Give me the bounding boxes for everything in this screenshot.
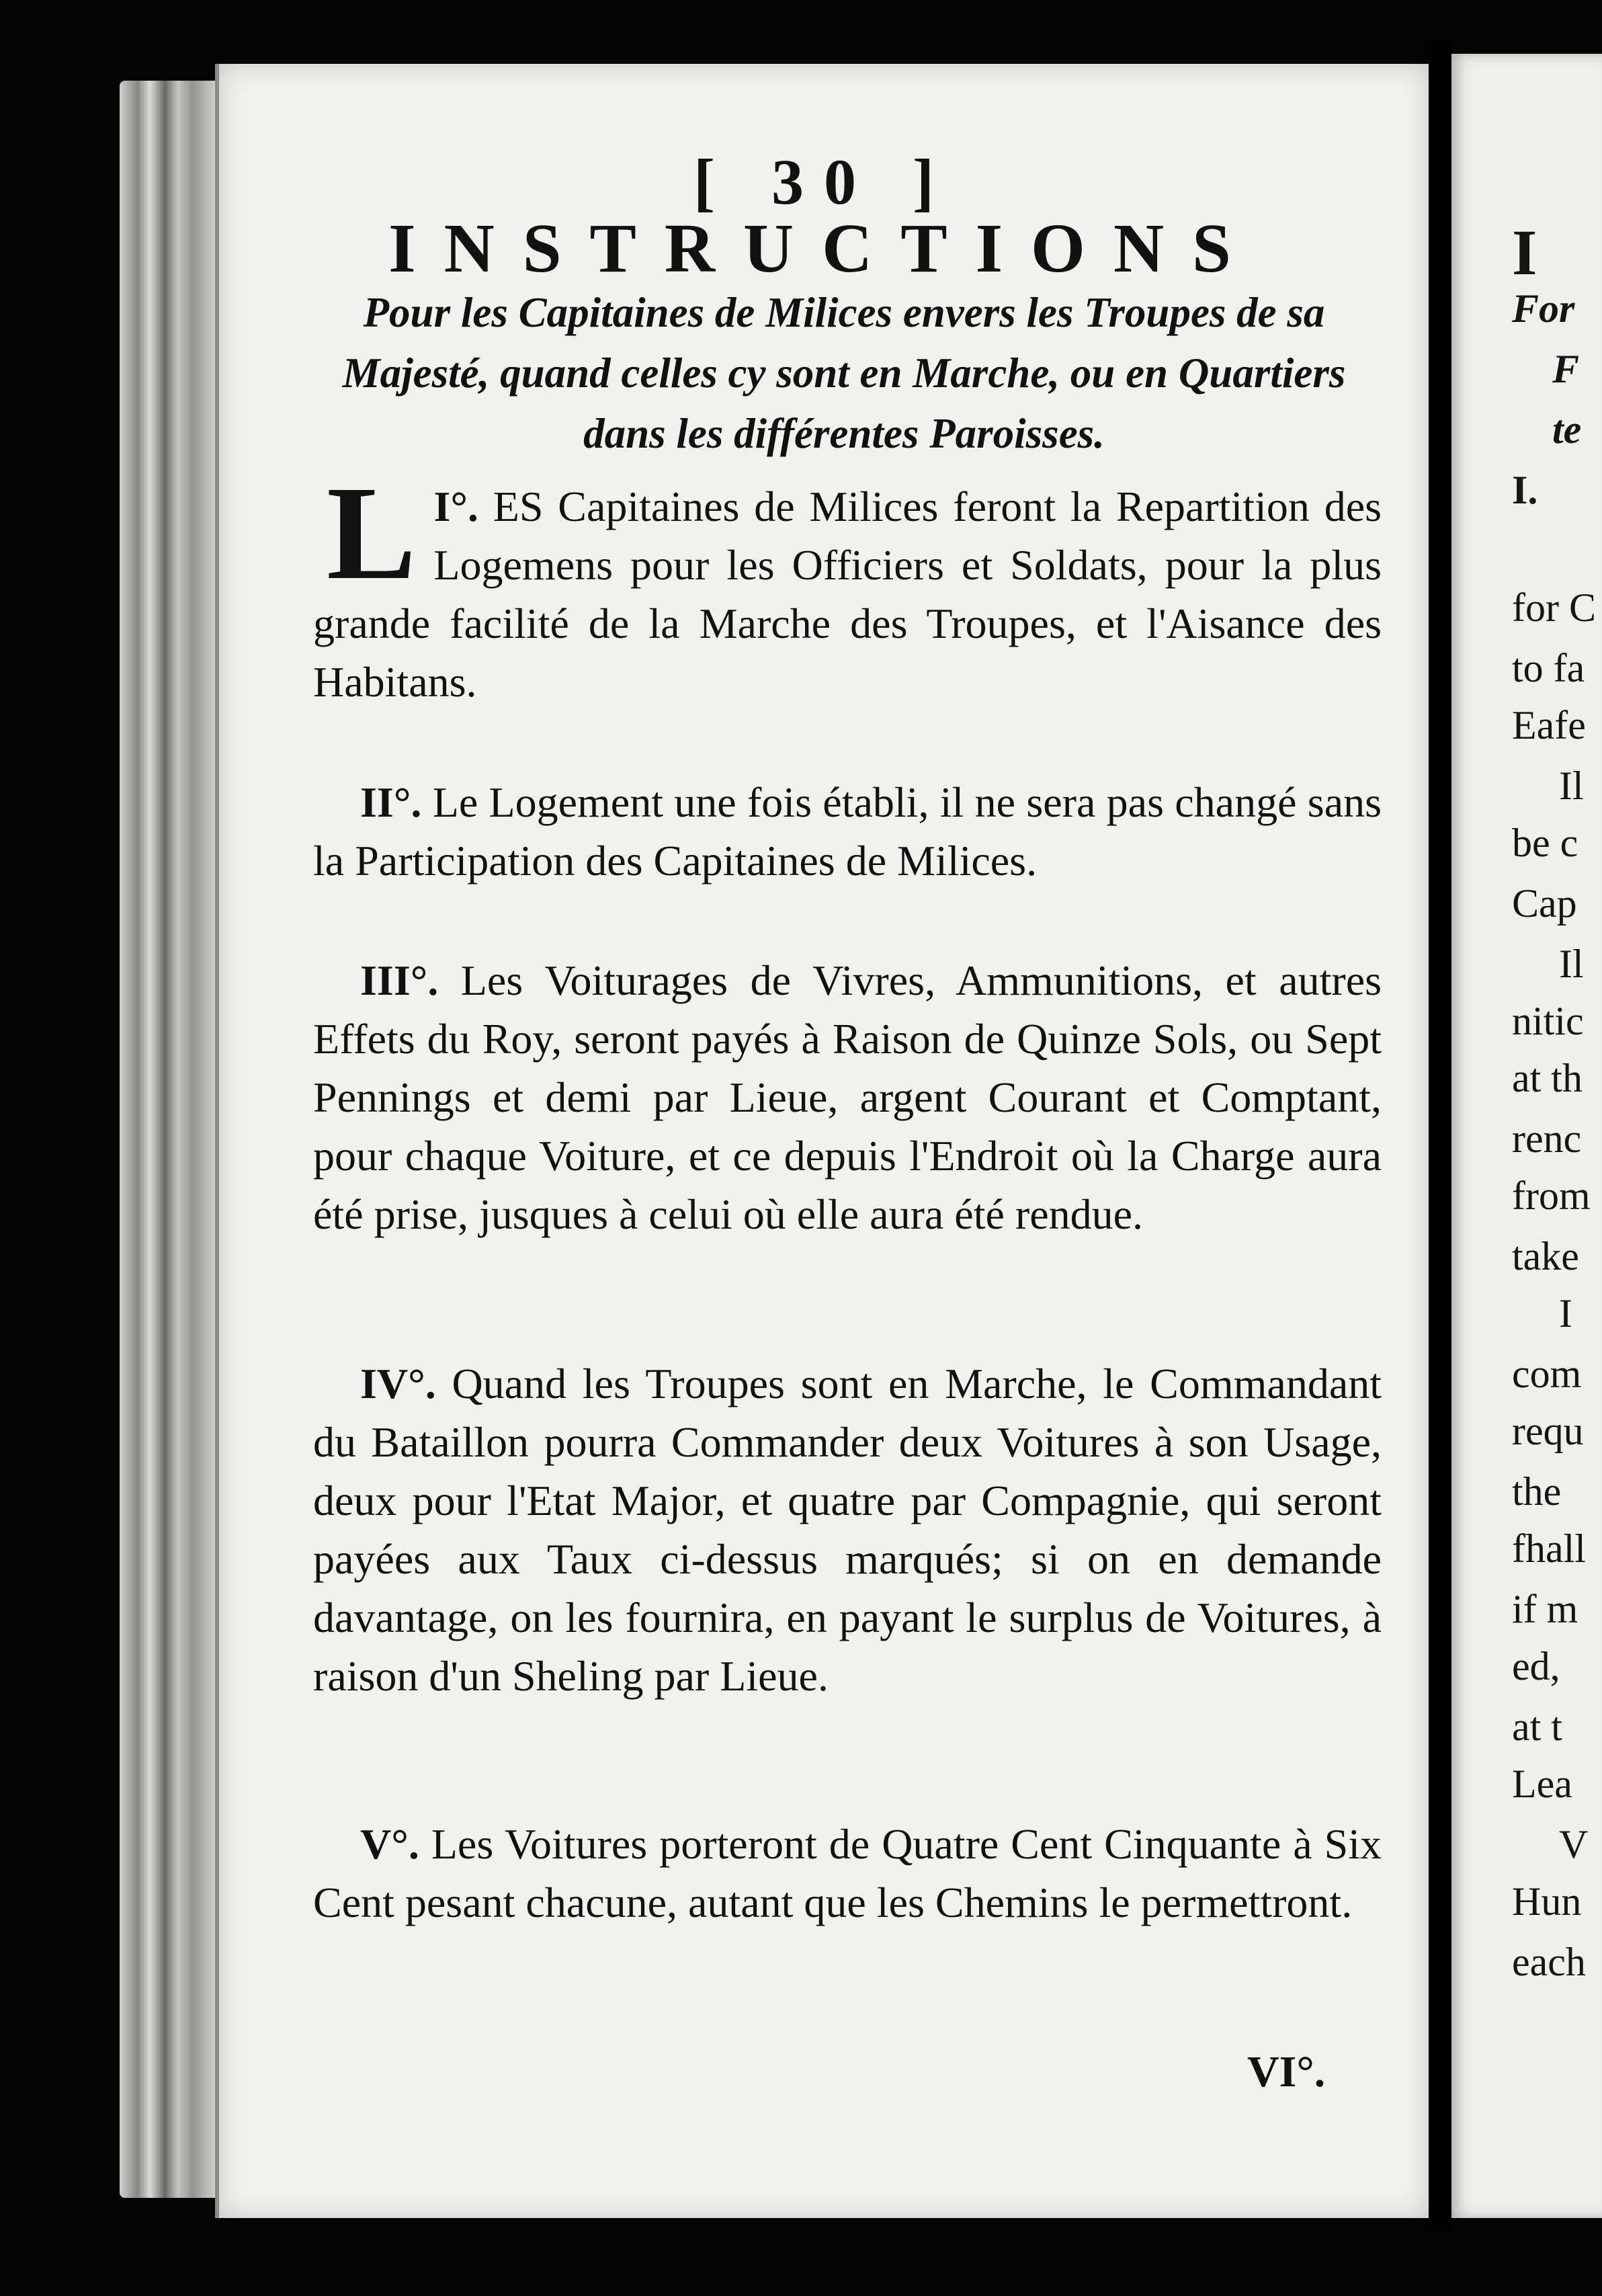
facing-line: fhall (1512, 1526, 1586, 1571)
facing-line: Hun (1512, 1879, 1582, 1924)
article-number: II°. (360, 778, 422, 826)
facing-line: renc (1512, 1116, 1582, 1161)
facing-line: F (1552, 347, 1580, 391)
article-number: I°. (433, 483, 478, 530)
facing-line: ed, (1512, 1644, 1560, 1688)
facing-line: the (1512, 1469, 1562, 1514)
left-page (215, 64, 1429, 2218)
article-text: Les Voiturages de Vivres, Ammunitions, et autres Effets du Roy, seront payés à Raison de Quinze Sols, ou Sept Pennings et demi par Lieue, argent Courant et Comptant, pour chaque Voiture, et ce depuis l'Endroit où la Charge aura été prise, jusques à celui où elle aura été rendue. (313, 956, 1382, 1238)
article-number: V°. (360, 1820, 419, 1868)
article-5 (313, 1815, 1382, 1932)
facing-line: V (1559, 1822, 1589, 1867)
facing-line: at th (1512, 1056, 1583, 1100)
facing-line: Il (1559, 942, 1584, 986)
facing-line: take (1512, 1234, 1579, 1278)
article-number: IV°. (360, 1360, 436, 1407)
facing-line: Cap (1512, 881, 1577, 926)
facing-line: requ (1512, 1409, 1584, 1453)
facing-line: Eafe (1512, 703, 1586, 747)
facing-line: I (1512, 216, 1537, 288)
book-spine-edge (120, 81, 220, 2198)
page-gutter (1425, 40, 1451, 2231)
facing-line: te (1552, 407, 1582, 452)
facing-line: be c (1512, 821, 1578, 865)
facing-line: I (1559, 1291, 1572, 1336)
facing-line: For (1512, 286, 1575, 331)
facing-line: to fa (1512, 646, 1585, 690)
article-text: Le Logement une fois établi, il ne sera pas changé sans la Participation des Capitaines de Milices. (313, 778, 1382, 885)
article-text: Quand les Troupes sont en Marche, le Commandant du Bataillon pourra Commander deux Voitures à son Usage, deux pour l'Etat Major, et quatre par Compagnie, qui seront payées aux Taux ci-dessus marqués; si on en demande davantage, on les fournira, en payant le surplus de Voitures, à raison d'un Sheling par Lieue. (313, 1360, 1382, 1700)
drop-capital: L (327, 459, 417, 608)
article-4 (313, 1354, 1382, 1705)
article-3 (313, 951, 1382, 1243)
facing-line: if m (1512, 1587, 1578, 1631)
facing-line: from (1512, 1174, 1591, 1218)
article-1 (313, 459, 1382, 711)
article-number: III°. (360, 956, 439, 1004)
facing-line: Il (1559, 764, 1584, 808)
facing-line: com (1512, 1352, 1582, 1396)
page-number: [ 30 ] (693, 146, 954, 218)
catchword: VI°. (1247, 2047, 1326, 2096)
facing-line: at t (1512, 1705, 1562, 1749)
facing-line: Lea (1512, 1762, 1572, 1806)
page-subtitle: Pour les Capitaines de Milices envers les Troupes de sa Majesté, quand celles cy sont en Marche, ou en Quartiers dans les différentes Paroisses. (342, 289, 1346, 457)
article-text: Les Voitures porteront de Quatre Cent Cinquante à Six Cent pesant chacune, autant que les Chemins le permettront. (313, 1820, 1382, 1926)
facing-line: each (1512, 1940, 1586, 1984)
article-2 (313, 773, 1382, 890)
article-text: ES Capitaines de Milices feront la Repartition des Logemens pour les Officiers et Soldats, pour la plus grande facilité de la Marche des Troupes, et l'Aisance des Habitans. (313, 483, 1382, 706)
page-heading: INSTRUCTIONS (388, 210, 1259, 287)
facing-line: for C (1512, 585, 1596, 630)
facing-line: I. (1512, 468, 1538, 512)
facing-line: nitic (1512, 999, 1584, 1043)
facing-page-fragment (1451, 54, 1602, 2218)
